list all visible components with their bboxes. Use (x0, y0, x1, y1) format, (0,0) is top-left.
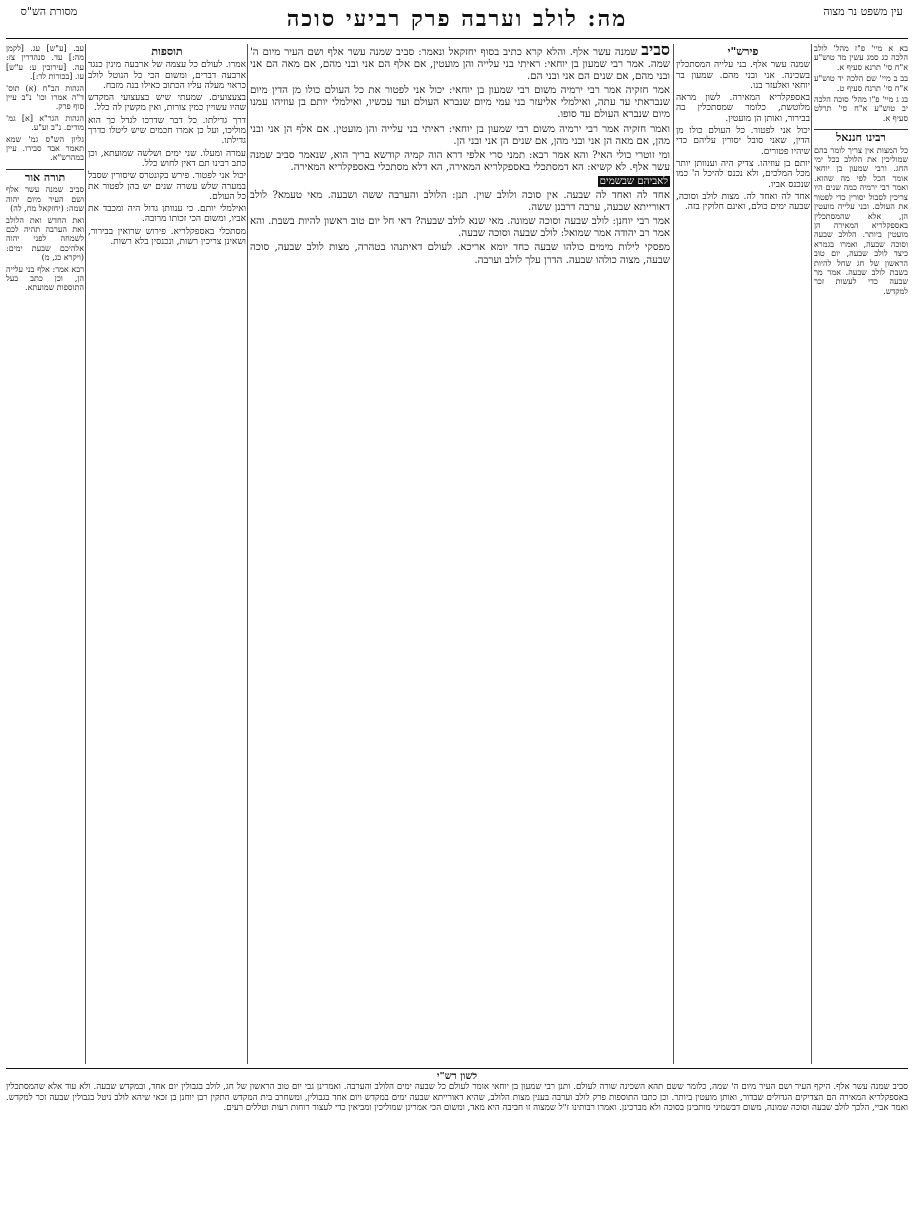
highlighted-phrase: לאביהם שבשמים (599, 175, 668, 187)
gemara-paragraph: ואמר חזקיה אמר רבי ירמיה משום רבי שמעון בן יוחאי: ראיתי בני עלייה והן מועטין. אם אלף הן אני ובני מהן, אם מאה הן אני ובני מהן, אם שנים הן אני ובני הן. (250, 123, 670, 147)
rashi-paragraph: באספקלריא המאירה. לשון מראה מלוטשת, כלומר שמסתכלין בה בבירור, ואותן הן מועטין. (676, 93, 810, 124)
bottom-commentary (6, 1072, 908, 1208)
tosafot-paragraph: יכול אני לפטור. פירש בקונטרס שיסורין שסבל במערה שלש עשרה שנים יש בהן לפטור את כל העולם. (88, 171, 246, 202)
left-margin-text: גליון הש"ס גמ' שמא תאמר אבד סבירו. עיין במהרש"א. (6, 134, 84, 163)
rabbeinu-chananel-title: רבינו חננאל (814, 129, 908, 142)
left-margin-column (6, 44, 84, 1064)
right-margin-text: כל המצות אין צריך לומר בהם שמוליכין את הלולב בכל ימי החג. ורבי שמעון בן יוחאי אומר הכל לפי מה שהוא. ואמר רבי ירמיה כמה שנים היו צריכין לסבול יסורין כדי לפטור את העולם. ובני עלייה מועטין הן, אלא שהמסתכלין באספקלריא המאירה הן מועטין ביותר. הלולב שבעה וסוכה שבעה, ואמרו בגמרא כיצד לולב שבעה, יום טוב הראשון של חג שחל להיות בשבת לולב שבעה. אמר מר שבעה כדי לעשות זכר למקדש. (814, 145, 908, 296)
rashi-paragraph: שמנה עשר אלף. בני עלייה המסתכלין בשכינה. אני ובני מהם. שמעון בר יוחאי ואלעזר בנו. (676, 60, 810, 91)
left-margin-text: הגהות הב"ח (א) תוס' ד"ה אמרו וכו' נ"ב עיין סוף פרק. (6, 83, 84, 112)
left-margin-text: עב. [ע"ש] עג. [לקמן מה:] עד. סנהדרין צז: עה. [עירובין ע: ע"ש] עו. [בכורות לד:]. (6, 44, 84, 82)
page-header (6, 6, 908, 36)
ein-mishpat-label: עין משפט נר מצוה (823, 5, 903, 18)
bottom-title: לשון רש"י (436, 1072, 478, 1082)
gemara-paragraph: אמר רבי יוחנן: לולב שבעה וסוכה שמונה. מאי שנא לולב שבעה? דאי חל יום טוב ראשון להיות בשבת. והא אמר רב יהודה אמר שמואל: לולב שבעה וסוכה שבעה. (250, 216, 670, 240)
left-margin-text: הגהות הגר"א [א] גמ' מודים. נ"ב וע"ע. (6, 113, 84, 133)
header-rule (6, 38, 908, 39)
gemara-paragraph (250, 176, 670, 188)
column-divider (85, 44, 86, 1064)
tosafot-paragraph: אמרו. לעולם כל עצמה של ארבעה מינין כנגד ארבעה דברים, ומשום הכי כל הנוטל לולב כראוי מעלה עליו הכתוב כאילו בנה מזבח. (88, 60, 246, 91)
gemara-paragraph: ומי זוטרי כולי האי? והא אמר רבא: תמני סרי אלפי דרא הוה קמיה קודשא בריך הוא, שנאמר סביב שמנה עשר אלף. לא קשיא: הא דמסתכלי באספקלריא המאירה, הא דלא מסתכלי באספקלריא המאירה. (250, 149, 670, 173)
gemara-paragraph: אחד לה ואחד לה שבעה. אין סוכה ולולב שוין. תנן: הלולב והערבה ששה ושבעה. מאי טעמא? לולב דאורייתא שבעה, ערבה דרבנן ששה. (250, 190, 670, 214)
gemara-paragraph (250, 44, 670, 83)
right-margin-column (814, 44, 908, 1064)
bottom-rule (6, 1068, 908, 1069)
right-margin-text: בב ב מיי' שם הלכה יד טוש"ע א"ח סי' תרנח סעיף ט. (814, 74, 908, 93)
left-margin-text: רבא אמר: אלף בני עלייה הן, וכן כתב בעל התוספות שמועתא. (6, 264, 84, 293)
column-divider (673, 44, 674, 1064)
right-margin-text: בא א מיי' פ"ז מהל' לולב הלכה כג סמג עשין מד טוש"ע א"ח סי' תרנא סעיף א. (814, 44, 908, 72)
tosafot-paragraph: ואילמלי יותם. כי ענוותן גדול היה ומכבד את אביו, ומשום הכי זכותו מרובה. (88, 204, 246, 225)
tosafot-column (88, 44, 246, 1064)
bottom-text: סביב שמנה עשר אלף. היקף העיר ושם העיר מיום ה' שמה, כלומר ששם תהא השכינה שורה לעולם. ותנן רבי שמעון בן יוחאי אומר לעולם כל שבעה ימים הלולב והערבה. ואמרינן גבי יום טוב הראשון של חג, לולב בגבולין יום אחד, ובמקדש שבעה. ולא עוד אלא שהמסתכלין באספקלריא המאירה הם הצדיקים הגדולים שבדור, ואותן מועטין ביותר. וכן כתבו התוספות פרק לולב וערבה בענין מצות הלולב, שהיא דאורייתא שבעה ימים במקדש ויום אחד בגבולין, ומשחרב בית המקדש התקין רבן יוחנן בן זכאי שיהא לולב ניטל בגבולין שבעה זכר למקדש. ואמר אביי, הלכך לולב שבעה וסוכה שמונה, משום דבשמיני מותבינן בסוכה ולא מברכינן. ואמרו רבותינו ז"ל שמצוה זו חביבה היא מאד, ומשום הכי אמרינן שמוליכין ומביאין כדי לעצור רוחות רעות וטללים רעים. (6, 1082, 908, 1114)
rashi-title: פירש"י (727, 45, 759, 58)
column-divider (247, 44, 248, 1064)
rashi-paragraph: אחד לה ואחד לה. מצות לולב וסוכה, שבעה ימים כולם, ואינם חלוקין בזה. (676, 191, 810, 213)
rashi-paragraph: יכול אני לפטור. כל העולם כולו מן הדין, שאני סובל יסורין עליהם כדי שיהיו פטורים. (676, 126, 810, 157)
right-margin-text: בג ג מיי' פ"ו מהל' סוכה הלכה יב טוש"ע א"ח סי' תרלט סעיף א. (814, 95, 908, 123)
gemara-paragraph: מפסקי לילות מימים כולהו שבעה כחד יומא אריכא. לעולם דאיתנהו בטהרה, מצות לולב שבעה, סוכה שבעה, מצוה כולהו שבעה. הדרן עלך לולב וערבה. (250, 242, 670, 266)
column-divider (811, 44, 812, 1064)
masoret-hashas-label: מסורת הש"ס (20, 5, 78, 18)
rashi-paragraph: יותם בן עוזיהו. צדיק היה וענוותן יותר מכל המלכים, ולא נכנס להיכל ה' כמו שנכנס אביו. (676, 158, 810, 190)
tosafot-paragraph: בצעצועים. שמעתי שיש בצעצועי המקדש שהיו עשויין כמין צורות, ואין מקשין לה כלל. (88, 93, 246, 114)
left-margin-text: סביב שמנה עשר אלף ושם העיר מיום יהוה שמה: (יחזקאל מח, לה) (6, 185, 84, 214)
tosafot-paragraph: דרך גדילתו. כל דבר שדרכו לגדל כך הוא מוליכו, ועל כן אמרו חכמים שיש ליטלו כדרך גדילתו. (88, 115, 246, 147)
tosafot-title: תוספות (151, 45, 183, 58)
gemara-paragraph: אמר חזקיה אמר רבי ירמיה משום רבי שמעון בן יוחאי: יכול אני לפטור את כל העולם כולו מן הדין מיום שנבראתי עד עתה, ואילמלי אליעזר בני עמי מיום שנברא העולם ועד עכשיו, ואילמלי יותם בן עוזיהו עמנו מיום שנברא העולם עד סופו. (250, 85, 670, 121)
rashi-column (676, 44, 810, 1064)
left-margin-text: ואת החדש ואת הלולב ואת הערבה תהיה לכם לשמחה לפני יהוה אלהיכם שבעת ימים: (ויקרא כג, מ) (6, 215, 84, 263)
tosafot-paragraph: עמרה ומעלו. שני ימים ושלשה שמועתא, וכן כתב רבינו תם דאין לחוש כלל. (88, 148, 246, 169)
page-title: מה: לולב וערבה פרק רביעי סוכה (286, 6, 628, 32)
opening-word: סביב (641, 44, 670, 59)
gemara-column (250, 44, 670, 1064)
tosafot-paragraph: מסתכלי באספקלריא. פירוש שרואין בבירור, ושאינן צריכין רשות, ונכנסין בלא רשות. (88, 226, 246, 248)
gemara-text: שמנה עשר אלף. והלא קרא כתיב בסוף יחזקאל ונאמר: סביב שמנה עשר אלף ושם העיר מיום ה' שמה. אמר רבי שמעון בן יוחאי: ראיתי בני עלייה והן מועטין, אם אלף הם אני ובני מהם, אם מאה הם אני ובני מהם, אם שנים הם אני ובני הם. (250, 47, 670, 83)
torah-or-title: תורה אור (6, 169, 84, 182)
